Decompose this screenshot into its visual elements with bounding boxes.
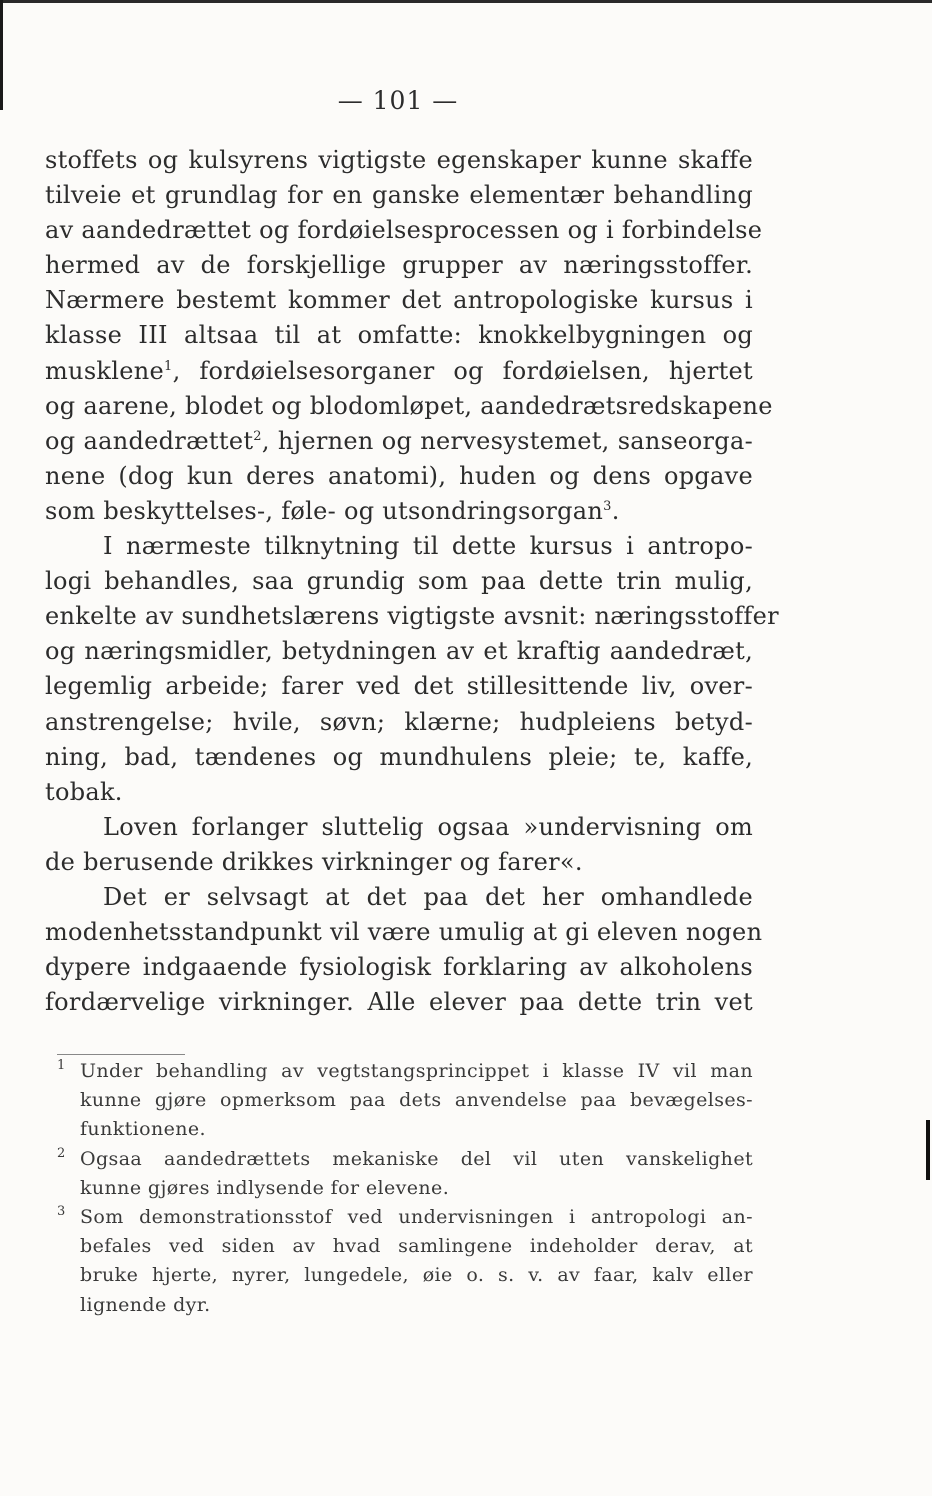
text-line — [45, 494, 753, 529]
text-segment: , hjernen og nervesystemet, sanseorga- — [261, 426, 753, 455]
text-segment: Ogsaa aandedrættets mekaniske del vil uten vanskelighet — [80, 1147, 753, 1170]
footnote-line — [45, 1057, 753, 1086]
footnotes — [45, 1057, 753, 1320]
footnote-rule — [57, 1054, 185, 1055]
text-line: tilveie et grundlag for en ganske elementær behandling — [45, 181, 753, 210]
footnote-ref: 3 — [603, 498, 612, 514]
footnote — [45, 1057, 753, 1145]
text-line: nene (dog kun deres anatomi), huden og dens opgave — [45, 461, 753, 490]
text-line: Loven forlanger sluttelig ogsaa »undervisning om — [103, 812, 753, 841]
footnote-marker: 1 — [57, 1058, 66, 1073]
text-line: de berusende drikkes virkninger og farer«. — [45, 847, 583, 876]
text-line: Det er selvsagt at det paa det her omhandlede — [103, 882, 753, 911]
text-line: legemlig arbeide; farer ved det stillesittende liv, over- — [45, 672, 753, 701]
page-number: — 101 — — [337, 86, 459, 115]
text-line: modenhetsstandpunkt vil være umulig at gi eleven nogen — [45, 918, 763, 947]
footnote-line: bruke hjerte, nyrer, lungedele, øie o. s. v. av faar, kalv eller — [80, 1264, 753, 1287]
text-segment: Under behandling av vegtstangsprincippet i klasse IV vil man — [80, 1060, 753, 1082]
text-line — [45, 424, 753, 459]
text-segment: musklene — [45, 356, 165, 385]
text-line: dypere indgaaende fysiologisk forklaring av alkoholens — [45, 953, 753, 982]
footnote-marker: 2 — [57, 1145, 66, 1161]
text-line: fordærvelige virkninger. Alle elever paa dette trin vet — [45, 988, 753, 1017]
footnote-line — [45, 1145, 753, 1174]
text-segment: , fordøielsesorganer og fordøielsen, hjertet — [172, 356, 753, 385]
footnote-line: kunne gjøres indlysende for elevene. — [80, 1176, 450, 1199]
text-line: anstrengelse; hvile, søvn; klærne; hudpleiens betyd- — [45, 707, 753, 736]
text-line: klasse III altsaa til at omfatte: knokkelbygningen og — [45, 321, 753, 350]
text-segment: Som demonstrationsstof ved undervisningen i antropologi an- — [80, 1205, 753, 1228]
scan-right-mark — [926, 1120, 930, 1180]
footnote — [45, 1203, 753, 1320]
text-segment: og aandedrættet — [45, 426, 254, 455]
text-line: ning, bad, tændenes og mundhulens pleie; te, kaffe, — [45, 742, 753, 771]
text-segment: . — [611, 496, 620, 525]
footnote-line: funktionene. — [80, 1118, 206, 1141]
footnote-marker: 3 — [57, 1203, 66, 1219]
scan-top-edge — [0, 0, 932, 3]
text-line: og næringsmidler, betydningen av et kraftig aandedræt, — [45, 637, 753, 666]
text-line — [45, 354, 753, 389]
text-line: I nærmeste tilknytning til dette kursus i antropo- — [103, 532, 753, 561]
text-line: enkelte av sundhetslærens vigtigste avsnit: næringsstoffer — [45, 602, 779, 631]
text-line: av aandedrættet og fordøielsesprocessen og i forbindelse — [45, 216, 763, 245]
text-line: hermed av de forskjellige grupper av næringsstoffer. — [45, 251, 753, 280]
footnote-line — [45, 1203, 753, 1232]
footnote-ref: 1 — [164, 358, 173, 374]
text-line: og aarene, blodet og blodomløpet, aandedrætsredskapene — [45, 391, 773, 420]
body-text — [45, 143, 779, 1020]
text-line: logi behandles, saa grundig som paa dette trin mulig, — [45, 567, 753, 596]
footnote-line: kunne gjøre opmerksom paa dets anvendelse paa bevægelses- — [80, 1089, 753, 1112]
footnote — [45, 1145, 753, 1203]
footnote-ref: 2 — [253, 428, 262, 444]
footnote-line: befales ved siden av hvad samlingene indeholder derav, at — [80, 1235, 753, 1258]
footnote-line: lignende dyr. — [80, 1293, 211, 1316]
text-line: Nærmere bestemt kommer det antropologiske kursus i — [45, 286, 753, 315]
text-line: stoffets og kulsyrens vigtigste egenskaper kunne skaffe — [45, 146, 753, 174]
text-line: tobak. — [45, 777, 123, 806]
text-segment: som beskyttelses-, føle- og utsondringsorgan — [45, 496, 604, 525]
